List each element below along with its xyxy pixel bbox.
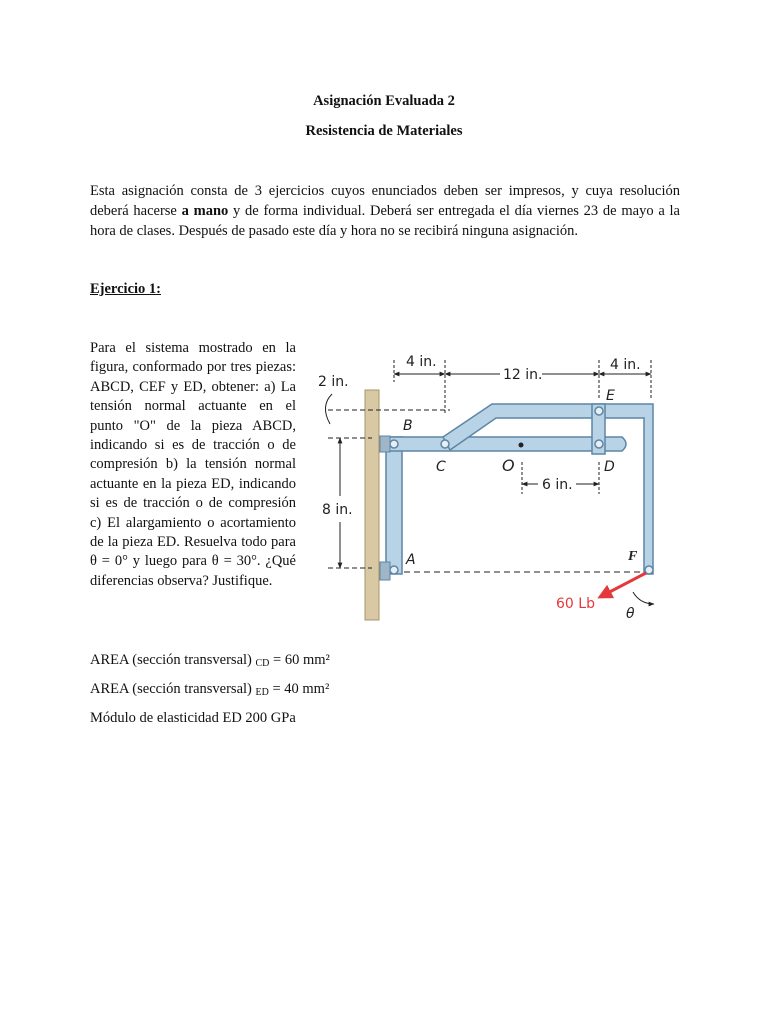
label-E: E xyxy=(606,388,615,404)
mechanism-figure xyxy=(310,342,670,632)
area-cd-line xyxy=(90,652,330,669)
exercise-heading: Ejercicio 1: xyxy=(90,281,161,297)
load-label: 60 Lb xyxy=(556,596,595,612)
area-cd-subscript: CD xyxy=(255,658,270,669)
exercise-statement: Para el sistema mostrado en la figura, conformado por tres piezas: ABCD, CEF y ED, obtener: a) La tensión normal actuante en el punto "O" de la pieza ABCD, indicando si es de tracción o de compresión b) la tensión normal actuante en la pieza ED, indicando si es de tracción o de compresión c) El alargamiento o acortamiento de la pieza ED. Resuelva todo para θ = 0° y luego para θ = 30°. ¿Qué diferencias observa? Justifique. xyxy=(90,340,296,589)
label-F: F xyxy=(628,549,638,564)
label-B: B xyxy=(403,418,413,434)
intro-text-start: Esta asignación consta de 3 ejercicios cuyos enunciados deben ser impresos, y cuya resolución deberá hacerse xyxy=(90,183,680,219)
dim-label-12in: 12 in. xyxy=(503,367,543,383)
label-A: A xyxy=(406,552,416,568)
dim-label-8in: 8 in. xyxy=(322,502,353,518)
area-cd-label: AREA (sección transversal) xyxy=(90,652,256,668)
member-ABCD-vertical xyxy=(386,437,402,574)
label-O: O xyxy=(502,456,515,475)
document-subtitle: Resistencia de Materiales xyxy=(305,123,463,139)
label-C: C xyxy=(436,459,446,475)
area-ed-subscript: ED xyxy=(255,687,269,698)
modulus-line: Módulo de elasticidad ED 200 GPa xyxy=(90,710,296,726)
label-theta: θ xyxy=(626,606,635,622)
intro-paragraph xyxy=(90,181,680,241)
dim-label-2in: 2 in. xyxy=(318,374,349,390)
member-ABCD-horizontal xyxy=(386,437,626,451)
pins xyxy=(390,407,653,574)
dim-label-4in-right: 4 in. xyxy=(610,357,641,373)
area-ed-value: = 40 mm² xyxy=(268,681,330,697)
load-arrow xyxy=(600,573,646,597)
area-ed-label: AREA (sección transversal) xyxy=(90,681,256,697)
area-ed-line xyxy=(90,681,329,698)
pin-support-B xyxy=(380,436,390,452)
area-cd-value: = 60 mm² xyxy=(269,652,330,668)
wall-support xyxy=(365,390,379,620)
label-D: D xyxy=(604,459,615,475)
pin-support-A xyxy=(380,562,390,580)
dim-label-4in-left: 4 in. xyxy=(406,354,437,370)
intro-text-end: y de forma individual. Deberá ser entregada el día viernes 23 de mayo a la hora de clases. Después de pasado este día y hora no se recibirá ninguna asignación. xyxy=(90,203,680,239)
point-O-dot xyxy=(519,443,524,448)
document-title: Asignación Evaluada 2 xyxy=(313,93,455,109)
intro-text-bold: a mano xyxy=(181,203,229,219)
dim-label-6in: 6 in. xyxy=(542,477,573,493)
members xyxy=(386,404,653,574)
